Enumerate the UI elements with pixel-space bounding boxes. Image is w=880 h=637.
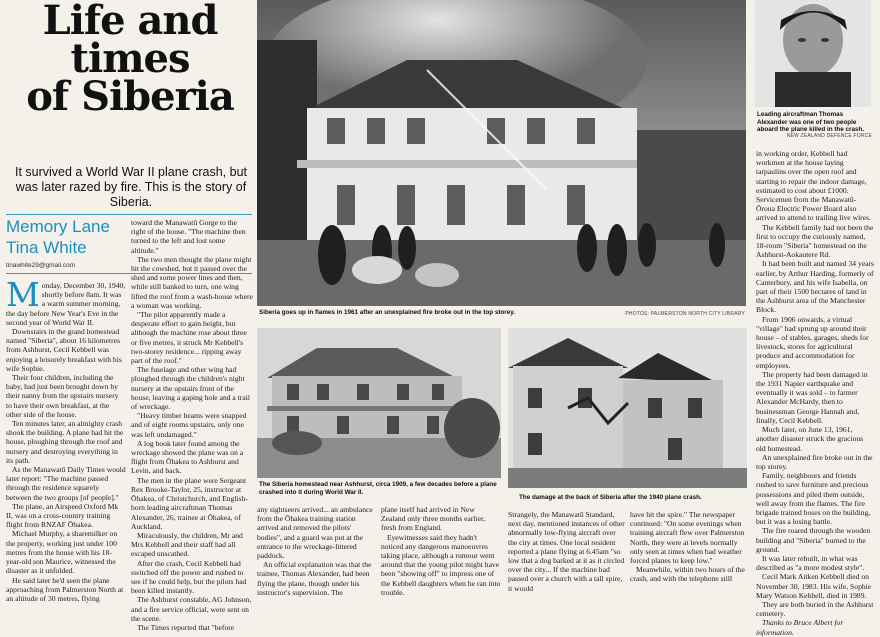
paragraph: The fuselage and other wing had ploughed through the children's night nursery at the upstairs front of the house, leaving a gaping hole and a trail of wreckage. xyxy=(131,365,250,412)
acknowledgement: Thanks to Bruce Albert for information. xyxy=(756,618,844,637)
divider xyxy=(6,214,252,215)
fire-photo-credit: PHOTOS: PALMERSTON NORTH CITY LIBRARY xyxy=(625,311,745,317)
author-name: Tina White xyxy=(6,238,87,257)
paragraph: The two men thought the plane might hit the cowshed, but it passed over the shed and some power lines and then, while still banked to turn, one wing lifted the roof from a wash-house where a woman was working. xyxy=(131,254,253,310)
article-column-5 xyxy=(508,510,625,593)
damage-photo-caption: The damage at the back of Siberia after the 1940 plane crash. xyxy=(519,494,702,501)
paragraph: The fire roared through the wooden building and "Siberia" burned to the ground. xyxy=(756,526,871,554)
paragraph: An official explanation was that the trainee, Thomas Alexander, had been flying the plane, though under his instructor's supervision. The xyxy=(257,560,372,597)
article-column-2 xyxy=(131,218,253,632)
paragraph: It had been built and named 34 years earlier, by Arthur Harding, formerly of Canterbury, and his wife Isabella, on part of their 1500 hectares of land in the Ashhurst area of the Manchester Block. xyxy=(756,259,874,315)
article-column-6 xyxy=(630,510,748,584)
article-column-7 xyxy=(756,149,874,637)
paragraph: toward the Manawatū Gorge to the right of the house. "The machine then turned to the left and lost some altitude." xyxy=(131,218,246,255)
article-column-4 xyxy=(381,505,501,597)
paragraph: Their four children, including the baby, had just been brought down by their nanny from the upstairs nursery to have their own breakfast, at the other side of the house. xyxy=(6,373,119,419)
paragraph: "Heavy timber beams were snapped and of eight rooms upstairs, only one was left undamaged." xyxy=(131,411,247,439)
paragraph: Downstairs in the grand homestead named "Siberia", about 16 kilometres from Ashhurst, Cecil Kebbell was enjoying a leisurely breakfast with his wife Sophie. xyxy=(6,327,122,373)
damage-photo xyxy=(508,328,747,488)
author-email[interactable]: tinawhite29@gmail.com xyxy=(6,262,76,269)
paragraph: From 1906 onwards, a virtual "village" had sprung up around their house – of stables, garages, sheds for livestock, stores for agricultural produce and accommodation for employees. xyxy=(756,314,869,370)
column-name: Memory Lane xyxy=(6,217,110,236)
paragraph: Meanwhile, within two hours of the crash, and with the telephone still xyxy=(630,565,745,584)
damage-image xyxy=(508,328,747,488)
paragraph: Family, neighbours and friends rushed to save furniture and precious possessions and piled them outside, well away from the flames. The fire brigade trained hoses on the building, but it was a losing battle. xyxy=(756,471,871,527)
paragraph: Michael Murphy, a sharemilker on the property, working just under 100 metres from the house with his 18-year-old son Maurice, witnessed the disaster as it unfolded. xyxy=(6,529,118,576)
paragraph: After the crash, Cecil Kebbell had switched off the power and rushed to see if he could help, but the pilots had been killed instantly. xyxy=(131,558,247,596)
homestead-image xyxy=(257,328,501,478)
portrait-credit: NEW ZEALAND DEFENCE FORCE xyxy=(786,133,872,139)
paragraph: Ten minutes later, an almighty crash shook the building. A plane had hit the house, ploughing through the roof and nursery and destroying everything in its path. xyxy=(6,419,124,465)
paragraph: The property had been damaged in the 1931 Napier earthquake and eventually it was sold – to farmer Alexander McHardy, then to businessman George Hannah and, finally, Cecil Kebbell. xyxy=(756,369,868,425)
paragraph: "The pilot apparently made a desperate effort to gain height, but although the machine rose about three or five metres, it struck Mr Kebbell's two-storey residence... ripping away part of the roof." xyxy=(131,310,247,366)
fire-photo xyxy=(257,0,746,306)
paragraph: plane itself had arrived in New Zealand only three months earlier, fresh from England. xyxy=(381,505,486,533)
portrait-caption: Leading aircraftman Thomas Alexander was one of two people aboard the plane killed in the crash. xyxy=(757,111,865,134)
headline-line-1: Life and xyxy=(42,0,218,44)
paragraph: They are both buried in the Ashhurst cemetery. xyxy=(756,599,874,619)
paragraph: The Times reported that "before xyxy=(137,622,235,632)
article-column-3 xyxy=(257,505,375,597)
paragraph: Miraculously, the children, Mr and Mrs Kebbell and their staff had all escaped unscathed. xyxy=(131,530,243,559)
paragraph: As the Manawatū Daily Times would later report: "The machine passed through the residence squarely between the two groups [of people]." xyxy=(6,465,126,502)
fire-photo-caption: Siberia goes up in flames in 1961 after an unexplained fire broke out in the top storey. xyxy=(259,309,516,316)
article-column-1 xyxy=(6,275,126,603)
paragraph: have hit the spire." The newspaper continued: "On some evenings when training aircraft flew over Palmerston North, they were at levels normally only seen at times when bad weather forced planes to keep low." xyxy=(630,510,745,566)
paragraph: The Ashhurst constable, AG Johnson, and a fire service official, were sent on the scene. xyxy=(131,595,252,623)
headline-line-2: times xyxy=(70,35,190,82)
paragraph: Strangely, the Manawatū Standard, next day, mentioned instances of other abnormally low-flying aircraft over the city at times. One local resident reported a plane flying at 6.45am "so low that a dog barked at it as it circled over the city... If the machine had passed over a church with a tall spire, it would xyxy=(508,510,625,593)
paragraph: He said later he'd seen the plane approaching from Palmerston North at an altitude of 30 metres, flying xyxy=(6,575,124,603)
paragraph: Monday, December 30, 1940, shortly before 8am. It was a warm summer morning, the day before New Year's Eve in the second year of World War II. xyxy=(6,275,126,327)
fire-photo-image xyxy=(257,0,746,306)
paragraph: Eyewitnesses said they hadn't noticed any dangerous manoeuvres taking place, although a rumour went around that the young pilot might have been "showing off" to impress one of the Kebbell daughters when he ran into trouble. xyxy=(381,532,501,597)
drop-cap: M xyxy=(6,275,40,314)
paragraph: Much later, on June 13, 1961, another disaster struck the gracious old homestead. xyxy=(756,425,864,453)
homestead-photo-caption: The Siberia homestead near Ashhurst, circa 1909, a few decades before a plane crashed into it during World War II. xyxy=(259,481,497,496)
homestead-photo xyxy=(257,328,501,478)
paragraph: The Kebbell family had not been the first to occupy the curiously named, 18-room "Siberia" homestead on the Ashhurst-Aokautere Rd. xyxy=(756,222,874,260)
paragraph: It was later rebuilt, in what was described as "a more modest style". xyxy=(756,553,865,573)
paragraph: The men in the plane were Sergeant Rex Brooke-Taylor, 25, instructor at Ōhakea, of Christchurch, and English-born leading aircraftman Thomas Alexander, 26, trainee at Ōhakea, of Auckland. xyxy=(131,475,248,531)
paragraph: any sightseers arrived... an ambulance from the Ōhakea training station arrived and removed the pilots' bodies", and a guard was put at the entrance to the wreckage-littered paddock. xyxy=(257,505,373,561)
headline xyxy=(10,0,250,120)
paragraph: A log book later found among the wreckage showed the plane was on a flight from Ōhakea to Ashhurst and Levin, and back. xyxy=(131,438,244,476)
paragraph: Cecil Mark Aitken Kebbell died on November 30, 1983. His wife, Sophie Mary Watson Kebbell, died in 1989. xyxy=(756,572,872,600)
paragraph: The plane, an Airspeed Oxford Mk II, was on a cross-country training flight from RNZAF Ōhakea. xyxy=(6,501,119,530)
headline-line-3: of Siberia xyxy=(26,73,234,120)
paragraph: in working order, Kebbell had workmen at the house laying tarpaulins over the open roof and starting to repair the indoor damage, estimated to cost about £1000. Servicemen from the Manawatū-Ōroua Electric Power Board also arrived to attend to trailing live wires. xyxy=(756,149,871,223)
standfirst: It survived a World War II plane crash, but was later razed by fire. This is the story of Siberia. xyxy=(14,165,248,209)
portrait-photo xyxy=(755,0,871,107)
paragraph: An unexplained fire broke out in the top storey. xyxy=(756,452,873,471)
portrait-image xyxy=(755,0,871,107)
